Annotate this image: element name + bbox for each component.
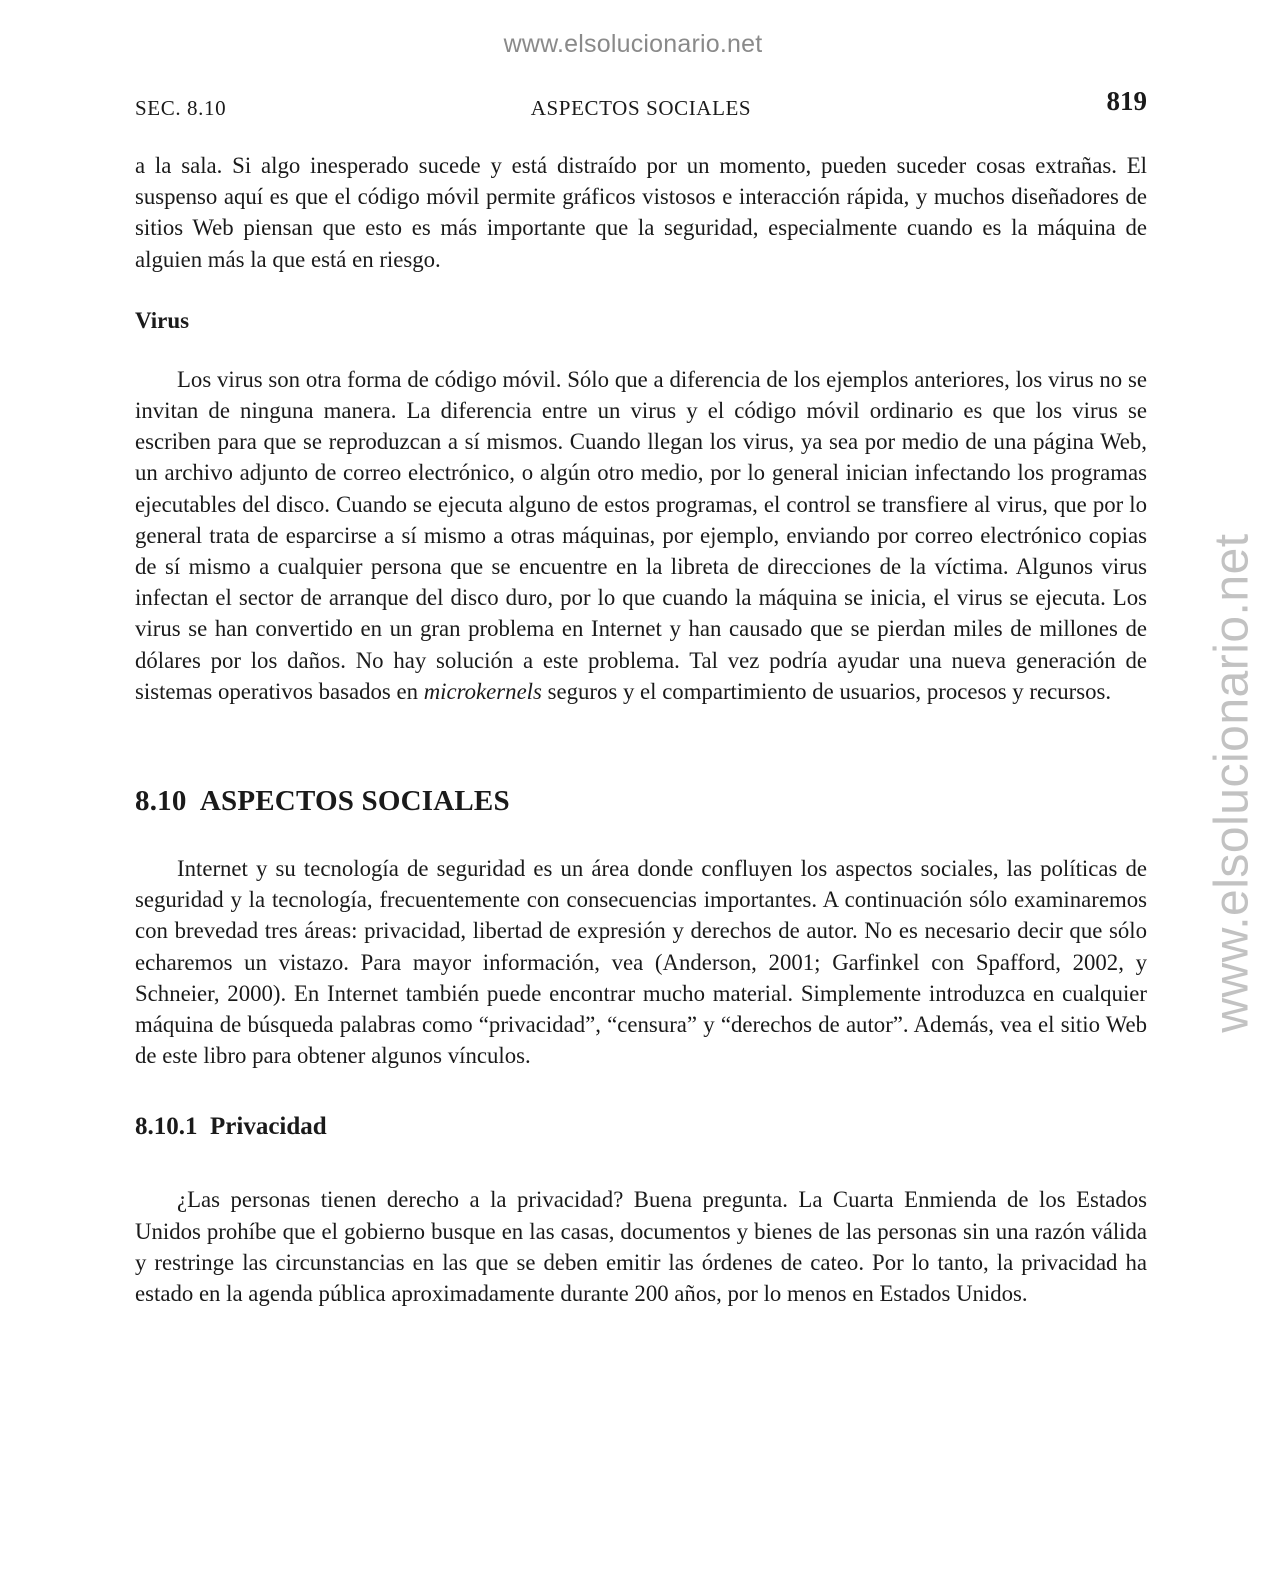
continuation-paragraph: a la sala. Si algo inesperado sucede y está distraído por un momento, pueden suceder cosas extrañas. El suspenso aquí es que el código móvil permite gráficos vistosos e interacción rápida, y muchos diseñadores de sitios Web piensan que esto es más importante que la seguridad, especialmente cuando es la máquina de alguien más la que está en riesgo.: [135, 153, 1147, 272]
section-paragraph: Internet y su tecnología de seguridad es un área donde confluyen los aspectos sociales, las políticas de seguridad y la tecnología, frecuentemente con consecuencias importantes. A continuación sólo examinaremos con brevedad tres áreas: privacidad, libertad de expresión y derechos de autor. No es necesario decir que sólo echaremos un vistazo. Para mayor información, vea (Anderson, 2001; Garfinkel con Spafford, 2002, y Schneier, 2000). En Internet también puede encontrar mucho material. Simplemente introduzca en cualquier máquina de búsqueda palabras como “privacidad”, “censura” y “derechos de autor”. Además, vea el sitio Web de este libro para obtener algunos vínculos.: [135, 856, 1147, 1069]
virus-paragraph: [135, 364, 1147, 707]
privacy-paragraph: ¿Las personas tienen derecho a la privacidad? Buena pregunta. La Cuarta Enmienda de los Estados Unidos prohíbe que el gobierno busque en las casas, documentos y bienes de las personas sin una razón válida y restringe las circunstancias en las que se deben emitir las órdenes de cateo. Por lo tanto, la privacidad ha estado en la agenda pública aproximadamente durante 200 años, por lo menos en Estados Unidos.: [135, 1187, 1147, 1307]
subsection-title: Privacidad: [210, 1113, 327, 1141]
section-number: 8.10: [135, 785, 187, 818]
watermark-side: www.elsolucionario.net: [1205, 533, 1259, 1033]
subsection-heading: [135, 1111, 1147, 1143]
virus-text-part2: seguros y el compartimiento de usuarios, procesos y recursos.: [547, 678, 1112, 704]
subsection-number: 8.10.1: [135, 1113, 198, 1141]
virus-heading: Virus: [135, 307, 190, 333]
virus-italic-term: microkernels: [423, 678, 542, 704]
watermark-top: www.elsolucionario.net: [503, 30, 763, 58]
running-head: [135, 86, 1147, 126]
section-title: ASPECTOS SOCIALES: [199, 785, 510, 818]
section-heading: [135, 783, 1147, 819]
running-head-title: ASPECTOS SOCIALES: [530, 96, 752, 120]
virus-text-part1: Los virus son otra forma de código móvil. Sólo que a diferencia de los ejemplos anteriores, los virus no se invitan de ninguna manera. La diferencia entre un virus y el código móvil ordinario es que los virus se escriben para que se reproduzcan a sí mismos. Cuando llegan los virus, ya sea por medio de una página Web, un archivo adjunto de correo electrónico, o algún otro medio, por lo general inician infectando los programas ejecutables del disco. Cuando se ejecuta alguno de estos programas, el control se transfiere al virus, que por lo general trata de esparcirse a sí mismo a otras máquinas, por ejemplo, enviando por correo electrónico copias de sí mismo a cualquier persona que se encuentre en la libreta de direcciones de la víctima. Algunos virus infectan el sector de arranque del disco duro, por lo que cuando la máquina se inicia, el virus se ejecuta. Los virus se han convertido en un gran problema en Internet y han causado que se pierdan miles de millones de dólares por los daños. No hay solución a este problema. Tal vez podría ayudar una nueva generación de sistemas operativos basados en: [135, 366, 1147, 704]
page-number: 819: [1106, 86, 1147, 116]
running-head-section: SEC. 8.10: [135, 96, 227, 120]
page-body: [135, 150, 1147, 1309]
